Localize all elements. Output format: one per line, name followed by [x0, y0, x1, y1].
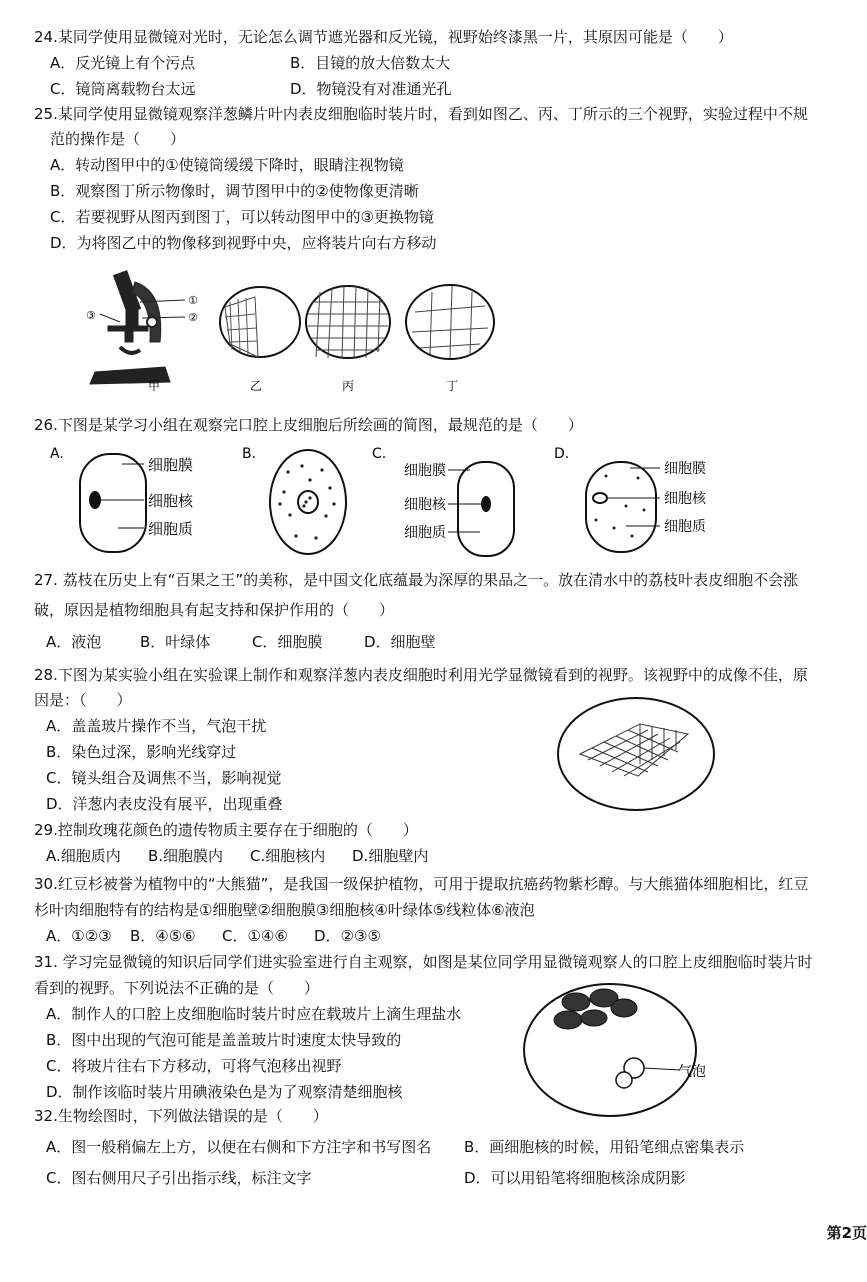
q26-option-a: A.: [50, 446, 64, 462]
q30-option-d: D．②③⑤: [314, 927, 381, 945]
q26-option-d: D.: [554, 446, 570, 462]
cell-a-label-nucleus: 细胞核: [148, 492, 194, 510]
q30-option-c: C．①④⑥: [222, 927, 288, 945]
q28-figure: [548, 694, 728, 816]
view-bing: [306, 286, 390, 358]
label-ding: 丁: [446, 379, 459, 393]
cell-d-outline: [586, 462, 656, 552]
q28-option-b: B．染色过深，影响光线穿过: [46, 743, 237, 761]
q25-option-c: C．若要视野从图丙到图丁，可以转动图甲中的③更换物镜: [50, 208, 434, 226]
page-number: 第2页: [826, 1224, 867, 1242]
cell-a-label-membrane: 细胞膜: [148, 456, 194, 474]
q25-option-d: D．为将图乙中的物像移到视野中央，应将装片向右方移动: [50, 234, 437, 252]
q31-option-a: A．制作人的口腔上皮细胞临时装片时应在载玻片上滴生理盐水: [46, 1005, 462, 1023]
marker-1: ①: [188, 294, 198, 307]
cell-c-nucleus: [481, 496, 491, 512]
q27-stem-line2: 破，原因是植物细胞具有起支持和保护作用的（ ）: [34, 601, 395, 619]
q28-option-c: C．镜头组合及调焦不当，影响视觉: [46, 769, 282, 787]
q25-figure: [80, 262, 520, 397]
q25-stem-line1: 25.某同学使用显微镜观察洋葱鳞片叶内表皮细胞临时装片时，看到如图乙、丙、丁所示的三个视野，实验过程中不规: [34, 105, 808, 123]
label-jia: 甲: [148, 379, 161, 393]
q31-option-c: C．将玻片往右下方移动，可将气泡移出视野: [46, 1057, 342, 1075]
view-ding: [406, 285, 494, 359]
q27-option-c: C．细胞膜: [252, 633, 323, 651]
q26-option-b: B.: [242, 446, 257, 462]
q31-option-d: D．制作该临时装片用碘液染色是为了观察清楚细胞核: [46, 1083, 403, 1101]
q31-stem-line1: 31. 学习完显微镜的知识后同学们进实验室进行自主观察，如图是某位同学用显微镜观察人的口腔上皮细胞临时装片时: [34, 953, 813, 971]
q30-option-b: B．④⑤⑥: [130, 927, 196, 945]
cell-a-nucleus: [89, 491, 101, 509]
q27-option-d: D．细胞壁: [364, 633, 436, 651]
q30-stem-line1: 30.红豆杉被誉为植物中的“大熊猫”，是我国一级保护植物，可用于提取抗癌药物紫杉醇。与大熊猫体细胞相比，红豆: [34, 875, 809, 893]
q32-option-a: A．图一般稍偏左上方，以便在右侧和下方注字和书写图名: [46, 1138, 432, 1156]
q29-option-b: B.细胞膜内: [148, 847, 224, 865]
microscope-illustration: [90, 271, 185, 384]
q24-option-a: A．反光镜上有个污点: [50, 54, 196, 72]
q24-stem: 24.某同学使用显微镜对光时，无论怎么调节遮光器和反光镜，视野始终漆黑一片，其原因可能是（ ）: [34, 28, 733, 46]
q29-option-d: D.细胞壁内: [352, 847, 429, 865]
cell-c-label-membrane: 细胞膜: [404, 463, 446, 479]
cell-d-label-membrane: 细胞膜: [664, 461, 706, 477]
q30-option-a: A．①②③: [46, 927, 112, 945]
cell-b-nucleus: [298, 491, 318, 513]
q29-option-c: C.细胞核内: [250, 847, 326, 865]
q27-stem-line1: 27. 荔枝在历史上有“百果之王”的美称，是中国文化底蕴最为深厚的果品之一。放在清水中的荔枝叶表皮细胞不会涨: [34, 571, 799, 589]
q32-option-b: B．画细胞核的时候，用铅笔细点密集表示: [464, 1138, 745, 1156]
q25-option-b: B．观察图丁所示物像时，调节图甲中的②使物像更清晰: [50, 182, 419, 200]
q29-option-a: A.细胞质内: [46, 847, 121, 865]
q31-option-b: B．图中出现的气泡可能是盖盖玻片时速度太快导致的: [46, 1031, 402, 1049]
marker-2: ②: [188, 311, 198, 324]
q26-stem: 26.下图是某学习小组在观察完口腔上皮细胞后所绘画的简图，最规范的是（ ）: [34, 416, 583, 434]
cell-c-label-cytoplasm: 细胞质: [404, 525, 446, 541]
cell-d-label-cytoplasm: 细胞质: [664, 519, 706, 535]
label-bing: 丙: [342, 379, 355, 393]
q32-option-d: D．可以用铅笔将细胞核涂成阴影: [464, 1169, 686, 1187]
q30-stem-line2: 杉叶肉细胞特有的结构是①细胞壁②细胞膜③细胞核④叶绿体⑤线粒体⑥液泡: [34, 901, 535, 919]
q32-stem: 32.生物绘图时，下列做法错误的是（ ）: [34, 1107, 328, 1125]
cell-d-label-nucleus: 细胞核: [664, 491, 706, 507]
q27-option-a: A．液泡: [46, 633, 102, 651]
q31-figure: [520, 978, 720, 1118]
q26-figures: [40, 440, 830, 565]
q31-bubble-label: 气泡: [678, 1064, 706, 1080]
q24-option-c: C．镜筒离载物台太远: [50, 80, 196, 98]
q31-stem-line2: 看到的视野。下列说法不正确的是（ ）: [34, 979, 320, 997]
label-yi: 乙: [250, 379, 263, 393]
q25-option-a: A．转动图甲中的①使镜筒缓缓下降时，眼睛注视物镜: [50, 156, 404, 174]
q28-option-d: D．洋葱内表皮没有展平，出现重叠: [46, 795, 283, 813]
marker-3: ③: [86, 309, 96, 322]
cell-a-label-cytoplasm: 细胞质: [148, 520, 194, 538]
q24-option-d: D．物镜没有对准通光孔: [290, 80, 452, 98]
q28-stem-line2: 因是：（ ）: [34, 691, 132, 709]
q24-option-b: B．目镜的放大倍数太大: [290, 54, 451, 72]
q28-stem-line1: 28.下图为某实验小组在实验课上制作和观察洋葱内表皮细胞时利用光学显微镜看到的视野。该视野中的成像不佳，原: [34, 666, 808, 684]
cell-c-label-nucleus: 细胞核: [404, 497, 446, 513]
view-yi: [220, 287, 300, 357]
q28-option-a: A．盖盖玻片操作不当，气泡干扰: [46, 717, 267, 735]
q32-option-c: C．图右侧用尺子引出指示线，标注文字: [46, 1169, 312, 1187]
q25-stem-line2: 范的操作是（ ）: [50, 130, 186, 148]
q26-option-c: C.: [372, 446, 387, 462]
q27-option-b: B．叶绿体: [140, 633, 211, 651]
q29-stem: 29.控制玫瑰花颜色的遗传物质主要存在于细胞的（ ）: [34, 821, 418, 839]
